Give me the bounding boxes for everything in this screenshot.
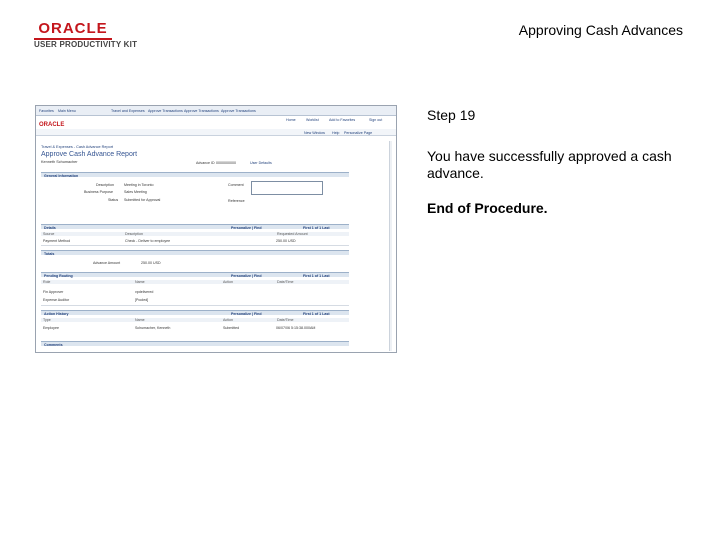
menu-approve-3[interactable]: Approve Transactions: [221, 109, 256, 113]
col-role: Role: [43, 280, 51, 284]
general-info-title: General Information: [44, 173, 79, 178]
routing-row1-role: Fin Approver: [43, 290, 64, 294]
document-title: Approving Cash Advances: [518, 22, 683, 38]
col-name: Name: [135, 280, 145, 284]
status-value: Submitted for Approval: [124, 198, 161, 202]
screenshot-scrollbar[interactable]: [389, 141, 392, 351]
advance-id-value: 0000000000: [216, 161, 236, 165]
link-sign-out[interactable]: Sign out: [369, 118, 383, 122]
col-type: Type: [43, 318, 51, 322]
screenshot-user-name: Kenneth Schumacher: [41, 160, 78, 164]
step-description: You have successfully approved a cash advance.: [427, 148, 672, 181]
history-row-datetime: 06/07/06 5:15:38.000AM: [276, 326, 316, 330]
history-grid-header: [41, 318, 349, 322]
advance-amount-label: Advance Amount: [93, 261, 121, 265]
logo-subtitle: USER PRODUCTIVITY KIT: [34, 40, 138, 49]
link-worklist[interactable]: Worklist: [306, 118, 319, 122]
description-value: Meeting in Toronto: [124, 183, 154, 187]
detail-row-amount: 250.00 USD: [276, 239, 296, 243]
col-source: Source: [43, 232, 55, 236]
user-defaults-link[interactable]: User Defaults: [250, 161, 272, 165]
routing-grid-header: [41, 280, 349, 284]
col-requested-amount: Requested Amount: [277, 232, 308, 236]
routing-row1-name: vpdelivered: [135, 290, 154, 294]
details-find[interactable]: Personalize | Find: [231, 225, 262, 230]
history-row-name: Schumacher, Kenneth: [135, 326, 171, 330]
detail-row-description: Check - Deliver to employee: [125, 239, 171, 243]
screenshot-navbar: [36, 129, 396, 136]
business-purpose-label: Business Purpose: [84, 190, 113, 194]
details-pager[interactable]: First 1 of 1 Last: [303, 225, 330, 230]
link-home[interactable]: Home: [286, 118, 296, 122]
oracle-upk-logo: [34, 20, 154, 49]
action-history-header[interactable]: [41, 310, 349, 315]
screenshot-brand: ORACLE: [39, 122, 65, 128]
routing-find[interactable]: Personalize | Find: [231, 273, 262, 278]
step-label: Step 19: [427, 107, 476, 123]
totals-title: Totals: [44, 251, 55, 256]
link-add-favorites[interactable]: Add to Favorites: [329, 118, 356, 122]
link-help[interactable]: Help: [332, 130, 340, 135]
comments-title: Comments: [44, 342, 63, 347]
screenshot-breadcrumb: Travel & Expenses - Cash Advance Report: [41, 145, 114, 149]
divider: [41, 305, 349, 306]
col-description: Description: [125, 232, 143, 236]
col-history-action: Action: [223, 318, 233, 322]
action-history-title: Action History: [44, 311, 69, 316]
history-pager[interactable]: First 1 of 1 Last: [303, 311, 330, 316]
application-screenshot: [35, 105, 397, 353]
advance-amount-value: 250.00 USD: [141, 261, 161, 265]
history-row-action: Submitted: [223, 326, 240, 330]
routing-pager[interactable]: First 1 of 1 Last: [303, 273, 330, 278]
link-personalize-page[interactable]: Personalize Page: [344, 130, 373, 135]
details-title: Details: [44, 225, 56, 230]
history-row-type: Employee: [43, 326, 59, 330]
business-purpose-value: Sales Meeting: [124, 190, 147, 194]
advance-id-label: Advance ID: [196, 161, 215, 165]
menu-approve-1[interactable]: Approve Transactions: [148, 109, 183, 113]
details-grid-header: [41, 232, 349, 236]
menu-main[interactable]: Main Menu: [58, 109, 76, 113]
general-info-header[interactable]: [41, 172, 349, 177]
comment-textarea[interactable]: [251, 181, 323, 195]
link-new-window[interactable]: New Window: [304, 130, 325, 135]
screenshot-menubar: [36, 106, 396, 116]
menu-favorites[interactable]: Favorites: [39, 109, 54, 113]
routing-row2-name: [Pooled]: [135, 298, 149, 302]
history-find[interactable]: Personalize | Find: [231, 311, 262, 316]
col-datetime: Date/Time: [277, 280, 294, 284]
details-header[interactable]: [41, 224, 349, 229]
screenshot-page-title: Approve Cash Advance Report: [41, 151, 138, 158]
oracle-logo-text: ORACLE: [38, 20, 108, 37]
pending-routing-title: Pending Routing: [44, 273, 73, 278]
routing-row2-role: Expense Auditor: [43, 298, 70, 302]
col-history-datetime: Date/Time: [277, 318, 294, 322]
menu-travel-expenses[interactable]: Travel and Expenses: [111, 109, 145, 113]
pending-routing-header[interactable]: [41, 272, 349, 277]
totals-header[interactable]: [41, 250, 349, 255]
end-of-procedure: End of Procedure.: [427, 200, 548, 216]
description-label: Description: [96, 183, 114, 187]
reference-label: Reference: [228, 199, 245, 203]
comment-label: Comment: [228, 183, 244, 187]
divider: [41, 245, 349, 246]
detail-row-source: Payment Method: [43, 239, 71, 243]
col-action: Action: [223, 280, 233, 284]
comments-header[interactable]: [41, 341, 349, 346]
col-history-name: Name: [135, 318, 145, 322]
menu-approve-2[interactable]: Approve Transactions: [184, 109, 219, 113]
status-label: Status: [108, 198, 119, 202]
